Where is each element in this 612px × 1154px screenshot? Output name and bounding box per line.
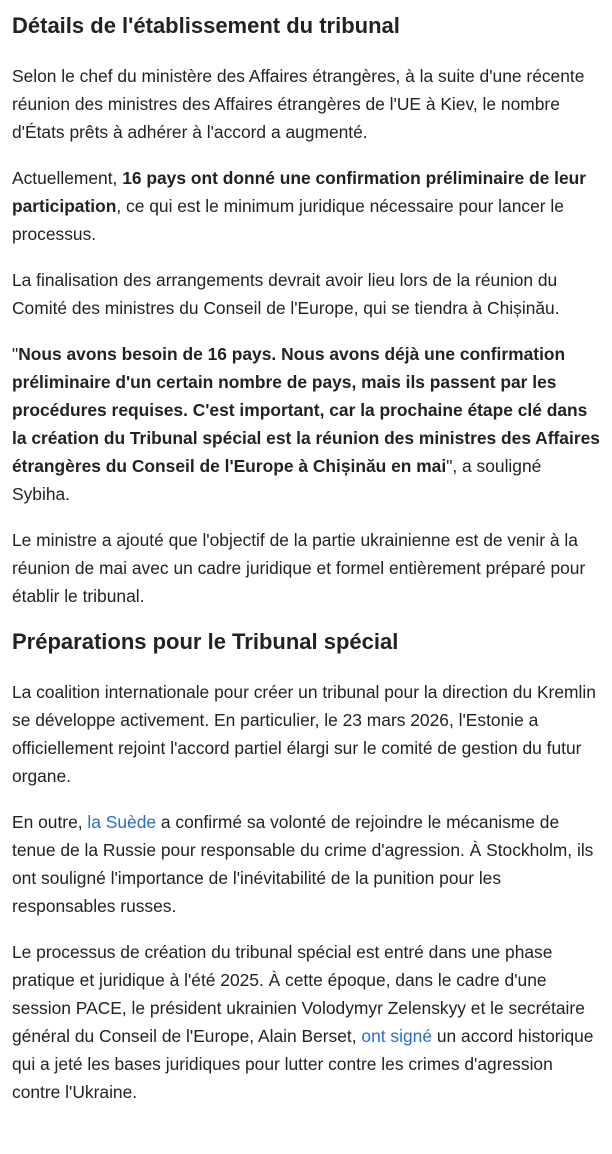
paragraph-foreign-ministers: Selon le chef du ministère des Affaires étrangères, à la suite d'une récente réunion des ministres des Affaires étrangères de l'UE à Kiev, le nombre d'États prêts à adhérer à l'accord a augmenté. xyxy=(12,66,585,142)
text-segment: Actuellement, xyxy=(12,168,123,188)
link-sweden[interactable]: la Suède xyxy=(87,812,157,832)
quote-open: " xyxy=(12,344,19,364)
text-segment: Le processus de création du tribunal spécial est entré dans une phase pratique et juridique à l'été 2025. À cette époque, dans le cadre d'une session PACE, le président ukrainien Volodymyr Zelenskyy et le secrétaire général du Conseil de l'Europe, Alain Berset, xyxy=(12,942,585,1046)
text-segment: En outre, xyxy=(12,812,88,832)
paragraph-sybiha-quote xyxy=(12,340,600,508)
paragraph-legal-framework: Le ministre a ajouté que l'objectif de la partie ukrainienne est de venir à la réunion de mai avec un cadre juridique et formel entièrement préparé pour établir le tribunal. xyxy=(12,530,586,606)
text-segment: un accord historique qui a jeté les bases juridiques pour lutter contre les crimes d'agression contre l'Ukraine. xyxy=(12,1026,594,1102)
paragraph-sweden xyxy=(12,808,600,920)
paragraph-pace-agreement xyxy=(12,938,600,1106)
quote-attribution: ", a souligné Sybiha. xyxy=(12,456,542,504)
paragraph-coalition-estonia: La coalition internationale pour créer un tribunal pour la direction du Kremlin se développe activement. En particulier, le 23 mars 2026, l'Estonie a officiellement rejoint l'accord partiel élargi sur le comité de gestion du futur organe. xyxy=(12,682,596,786)
section-heading-preparations: Préparations pour le Tribunal spécial xyxy=(12,629,399,654)
quote-bold-text: Nous avons besoin de 16 pays. Nous avons déjà une confirmation préliminaire d'un certain nombre de pays, mais ils passent par les procédures requises. C'est important, car la prochaine étape clé dans la création du Tribunal spécial est la réunion des ministres des Affaires étrangères du Conseil de l'Europe à Chișinău en mai xyxy=(12,344,600,476)
link-ont-signe[interactable]: ont signé xyxy=(361,1026,433,1046)
text-segment: , ce qui est le minimum juridique nécessaire pour lancer le processus. xyxy=(12,196,564,244)
paragraph-16-countries xyxy=(12,164,600,248)
text-segment: a confirmé sa volonté de rejoindre le mécanisme de tenue de la Russie pour responsable du crime d'agression. À Stockholm, ils ont souligné l'importance de l'inévitabilité de la punition pour les responsables russes. xyxy=(12,812,594,916)
paragraph-committee-chisinau: La finalisation des arrangements devrait avoir lieu lors de la réunion du Comité des ministres du Conseil de l'Europe, qui se tiendra à Chișinău. xyxy=(12,270,560,318)
bold-text: 16 pays ont donné une confirmation préliminaire de leur participation xyxy=(12,168,587,216)
section-heading-tribunal-details: Détails de l'établissement du tribunal xyxy=(12,13,400,38)
